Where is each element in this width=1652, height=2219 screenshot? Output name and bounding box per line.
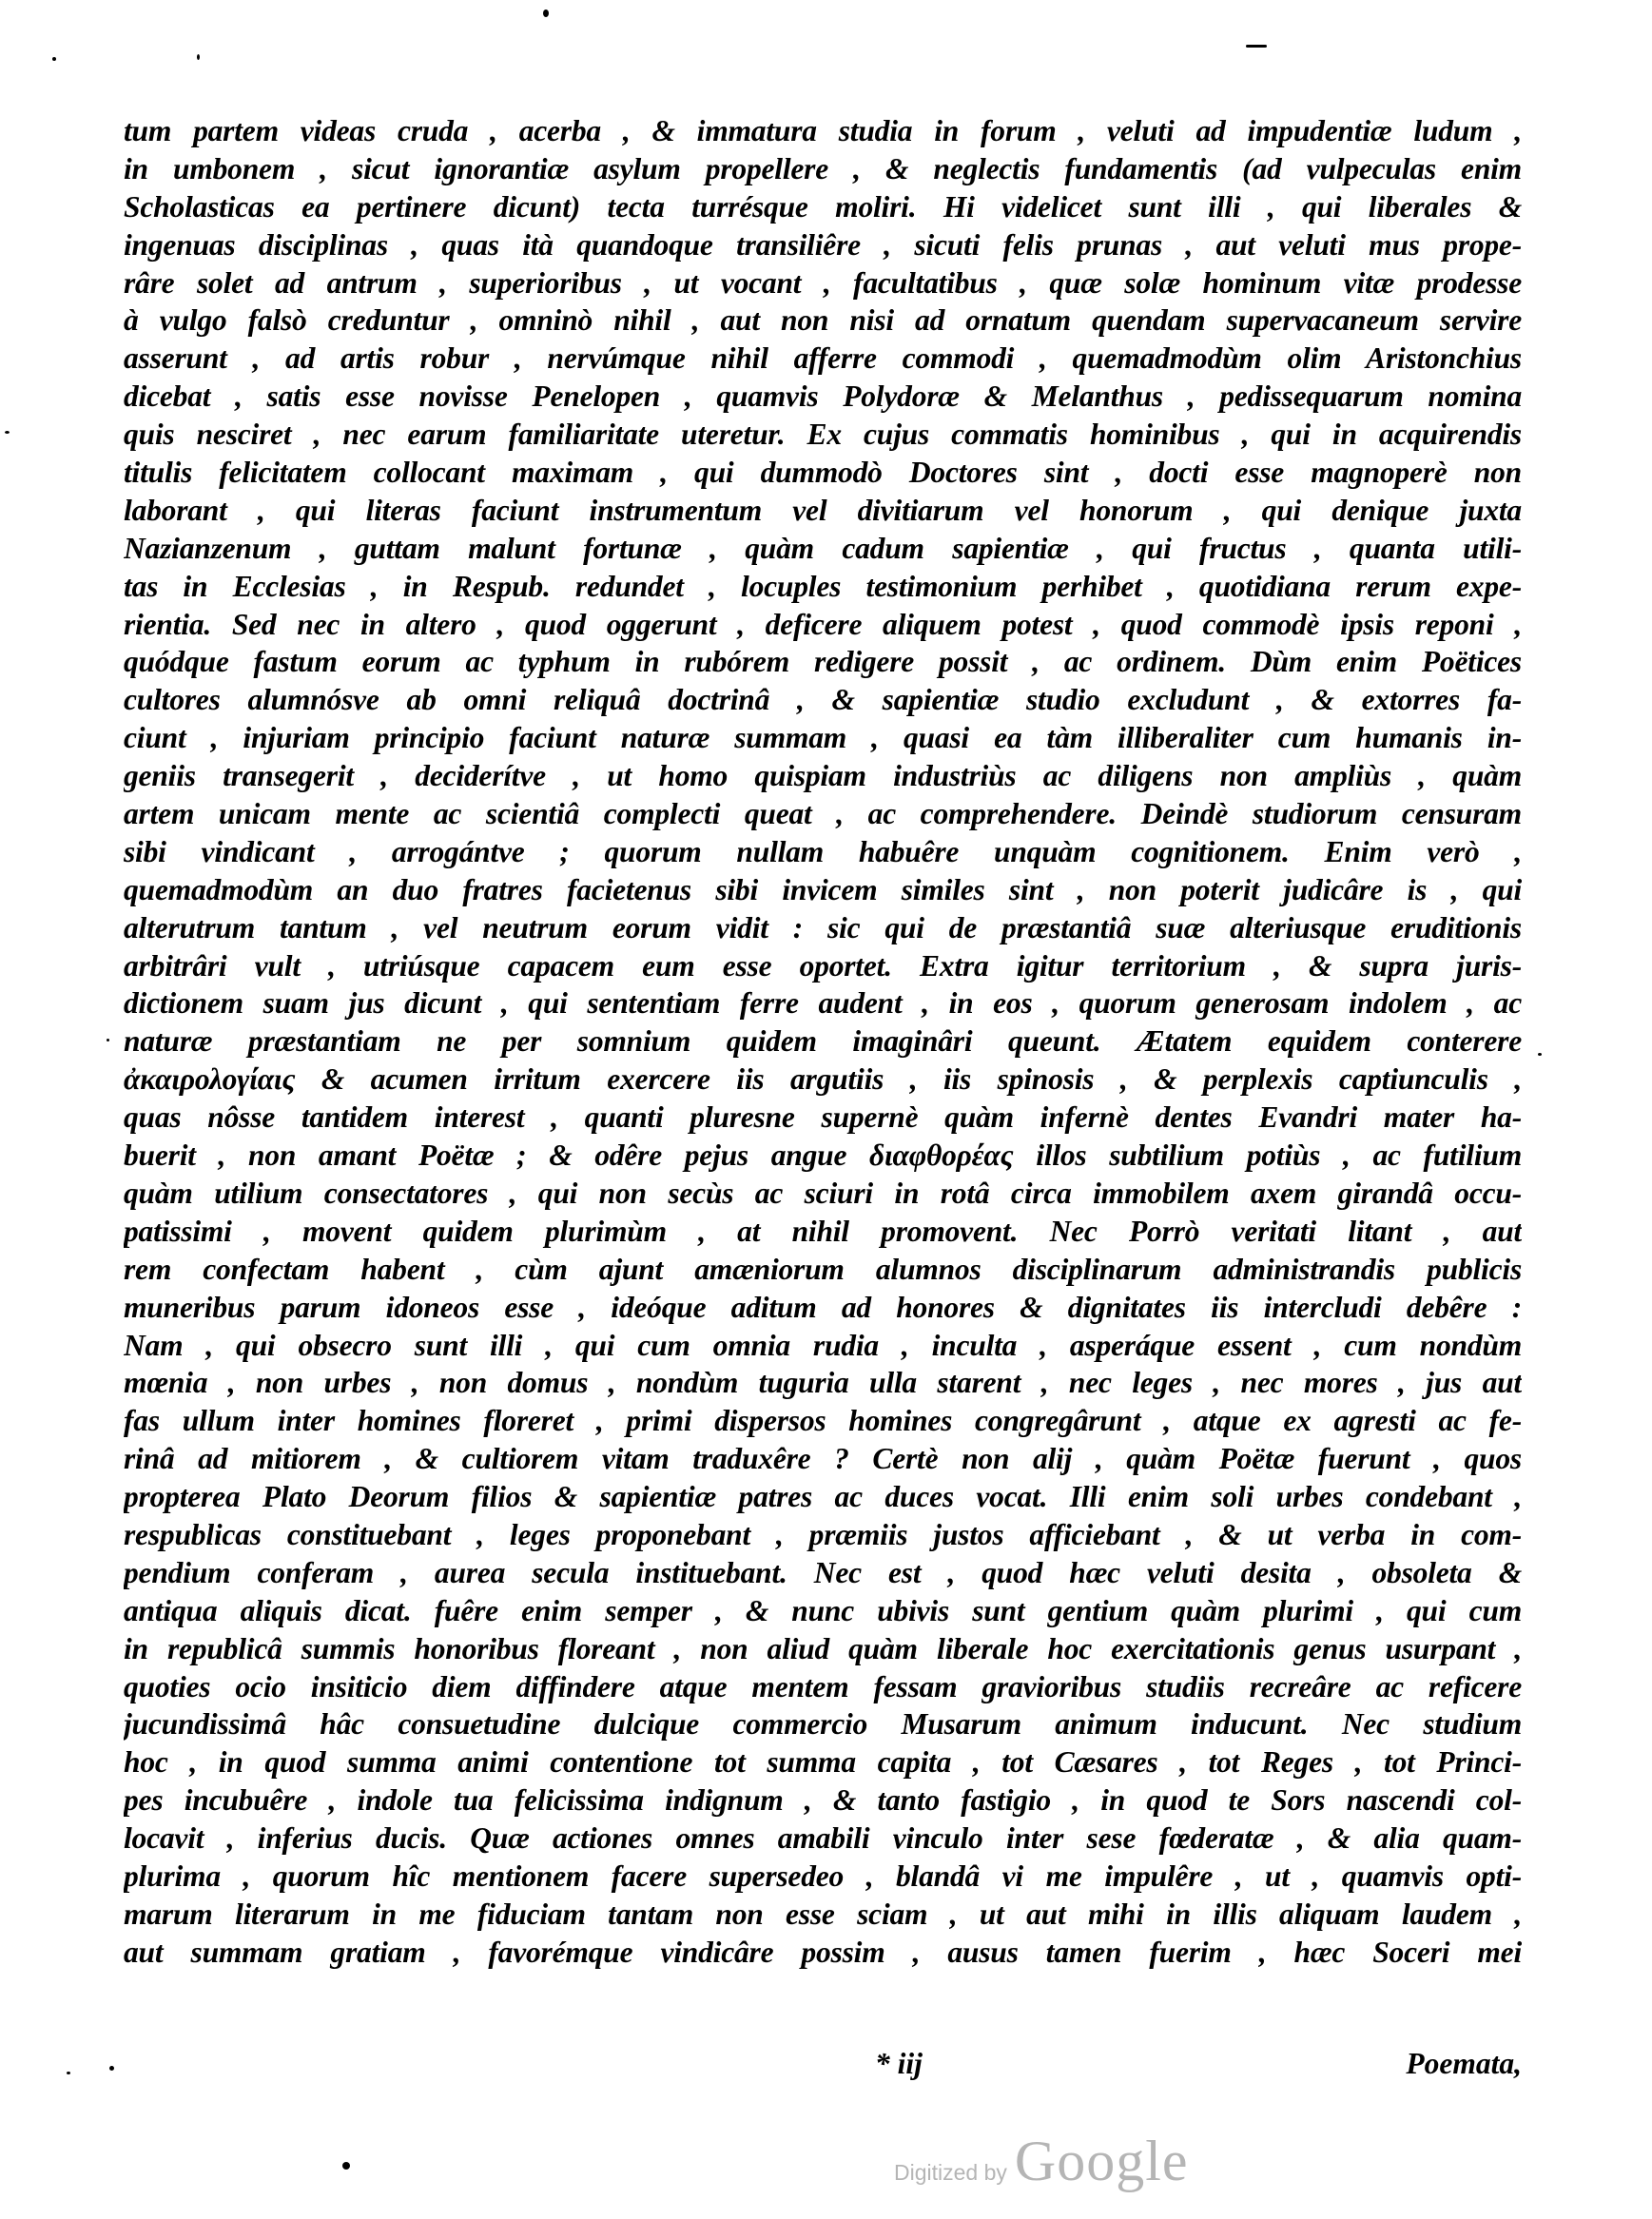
text-line: geniis transegerit , deciderítve , ut homo quispiam industriùs ac diligens non ampliùs , quàm [124,759,1522,793]
text-line: in umbonem , sicut ignorantiæ asylum propellere , & neglectis fundamentis (ad vulpeculas enim [124,151,1522,185]
ink-speck [1538,1053,1542,1056]
text-line: ciunt , injuriam principio faciunt naturæ summam , quasi ea tàm illiberaliter cum humanis in- [124,721,1522,755]
text-line: fas ullum inter homines floreret , primi dispersos homines congregârunt , atque ex agresti ac fe- [124,1404,1522,1438]
ink-speck [342,2162,350,2170]
text-line: râre solet ad antrum , superioribus , ut vocant , facultatibus , quæ solæ hominum vitæ prodesse [124,265,1522,300]
text-line: Nazianzenum , guttam malunt fortunæ , quàm cadum sapientiæ , qui fructus , quanta utili- [124,531,1522,565]
text-line: tas in Ecclesias , in Respub. redundet , locuples testimonium perhibet , quotidiana rerum expe- [124,569,1522,603]
catchword: Poemata, [1406,2047,1522,2080]
text-line: buerit , non amant Poëtæ ; & odêre pejus angue διαφθορέας illos subtilium potiùs , ac futilium [124,1139,1522,1173]
text-line: quas nôsse tantidem interest , quanti pluresne supernè quàm infernè dentes Evandri mater ha- [124,1100,1522,1135]
text-line: à vulgo falsò creduntur , omninò nihil , aut non nisi ad ornatum quendam supervacaneum servire [124,303,1522,338]
text-line: laborant , qui literas faciunt instrumentum vel divitiarum vel honorum , qui denique juxta [124,493,1522,527]
text-line: arbitrâri vult , utriúsque capacem eum esse oportet. Extra igitur territorium , & supra juris- [124,948,1522,983]
text-line: dicebat , satis esse novisse Penelopen , quamvis Polydoræ & Melanthus , pedissequarum nomina [124,380,1522,414]
text-line: artem unicam mente ac scientiâ complecti queat , ac comprehendere. Deindè studiorum censuram [124,797,1522,831]
text-line: mœnia , non urbes , non domus , nondùm tuguria ulla starent , nec leges , nec mores , jus aut [124,1366,1522,1400]
text-line: dictionem suam jus dicunt , qui sententiam ferre audent , in eos , quorum generosam indolem , ac [124,986,1522,1021]
text-line: Nam , qui obsecro sunt illi , qui cum omnia rudia , inculta , asperáque essent , cum nondùm [124,1328,1522,1362]
ink-speck [5,431,10,434]
text-line: cultores alumnósve ab omni reliquâ doctrinâ , & sapientiæ studio excludunt , & extorres fa- [124,683,1522,717]
text-line: propterea Plato Deorum filios & sapientiæ patres ac duces vocat. Illi enim soli urbes condebant , [124,1480,1522,1514]
text-line: titulis felicitatem collocant maximam , qui dummodò Doctores sint , docti esse magnoperè non [124,456,1522,490]
text-line: rientia. Sed nec in altero , quod oggerunt , deficere aliquem potest , quod commodè ipsis reponi , [124,607,1522,641]
text-line: antiqua aliquis dicat. fuêre enim semper , & nunc ubivis sunt gentium quàm plurimi , qui cum [124,1593,1522,1627]
text-line: tum partem videas cruda , acerba , & immatura studia in forum , veluti ad impudentiæ ludum , [124,114,1522,147]
text-line: alterutrum tantum , vel neutrum eorum vidit : sic qui de præstantiâ suæ alteriusque eruditionis [124,910,1522,944]
text-line: respublicas constituebant , leges proponebant , præmiis justos afficiebant , & ut verba in com- [124,1517,1522,1551]
text-line: jucundissimâ hâc consuetudine dulcique commercio Musarum animum inducunt. Nec studium [124,1707,1522,1742]
text-line: muneribus parum idoneos esse , ideóque aditum ad honores & dignitates iis intercludi debêre : [124,1290,1522,1324]
text-line: locavit , inferius ducis. Quæ actiones omnes amabili vinculo inter sese fœderatæ , & alia quam- [124,1821,1522,1856]
digitized-watermark [894,2129,1189,2192]
text-line: quódque fastum eorum ac typhum in rubórem redigere possit , ac ordinem. Dùm enim Poëtices [124,645,1522,679]
ink-speck [1246,45,1267,48]
body-text [124,112,1522,1972]
ink-speck [67,2072,70,2074]
ink-speck [109,2066,114,2071]
text-line: quàm utilium consectatores , qui non secùs ac sciuri in rotâ circa immobilem axem girandâ occu- [124,1176,1522,1210]
text-line: Scholasticas ea pertinere dicunt) tecta turrésque moliri. Hi videlicet sunt illi , qui liberales & [124,189,1522,224]
text-line: quemadmodùm an duo fratres facietenus sibi invicem similes sint , non poterit judicâre is , qui [124,872,1522,906]
text-line: pes incubuêre , indole tua felicissima indignum , & tanto fastigio , in quod te Sors nascendi col- [124,1783,1522,1818]
text-line: in republicâ summis honoribus floreant , non aliud quàm liberale hoc exercitationis genus usurpant , [124,1631,1522,1665]
watermark-prefix: Digitized by [894,2160,1007,2185]
ink-speck [197,54,200,60]
ink-speck [543,10,549,17]
text-line: rinâ ad mitiorem , & cultiorem vitam traduxêre ? Certè non alij , quàm Poëtæ fuerunt , quos [124,1442,1522,1476]
text-line: hoc , in quod summa animi contentione tot summa capita , tot Cæsares , tot Reges , tot Princi- [124,1745,1522,1780]
text-line: marum literarum in me fiduciam tantam non esse sciam , ut aut mihi in illis aliquam laudem , [124,1897,1522,1931]
text-line: quis nesciret , nec earum familiaritate uteretur. Ex cujus commatis hominibus , qui in acquirendis [124,418,1522,452]
text-line: ἀκαιρολογίαις & acumen irritum exercere iis argutiis , iis spinosis , & perplexis captiunculis , [124,1062,1522,1097]
text-line: patissimi , movent quidem plurimùm , at nihil promovent. Nec Porrò veritati litant , aut [124,1214,1522,1248]
text-line: aut summam gratiam , favorémque vindicâre possim , ausus tamen fuerim , hæc Soceri mei [124,1935,1522,1969]
text-line: pendium conferam , aurea secula instituebant. Nec est , quod hæc veluti desita , obsoleta & [124,1555,1522,1589]
text-line: quoties ocio insiticio diem diffindere atque mentem fessam gravioribus studiis recreâre ac reficere [124,1669,1522,1703]
signature-mark: * iij [875,2047,923,2080]
watermark-brand: Google [1014,2130,1189,2192]
text-line: sibi vindicant , arrogántve ; quorum nullam habuêre unquàm cognitionem. Enim verò , [124,834,1522,868]
ink-speck [107,1039,109,1041]
text-line: rem confectam habent , cùm ajunt amæniorum alumnos disciplinarum administrandis publicis [124,1252,1522,1286]
ink-speck [52,57,56,61]
text-line: asserunt , ad artis robur , nervúmque nihil afferre commodi , quemadmodùm olim Aristonchius [124,341,1522,376]
text-line: ingenuas disciplinas , quas ità quandoque transiliêre , sicuti felis prunas , aut veluti mus prope- [124,227,1522,262]
page-footer [124,2045,1522,2083]
text-line: plurima , quorum hîc mentionem facere supersedeo , blandâ vi me impulêre , ut , quamvis opti- [124,1859,1522,1893]
text-line: naturæ præstantiam ne per somnium quidem imaginâri queunt. Ætatem equidem conterere [124,1024,1522,1059]
